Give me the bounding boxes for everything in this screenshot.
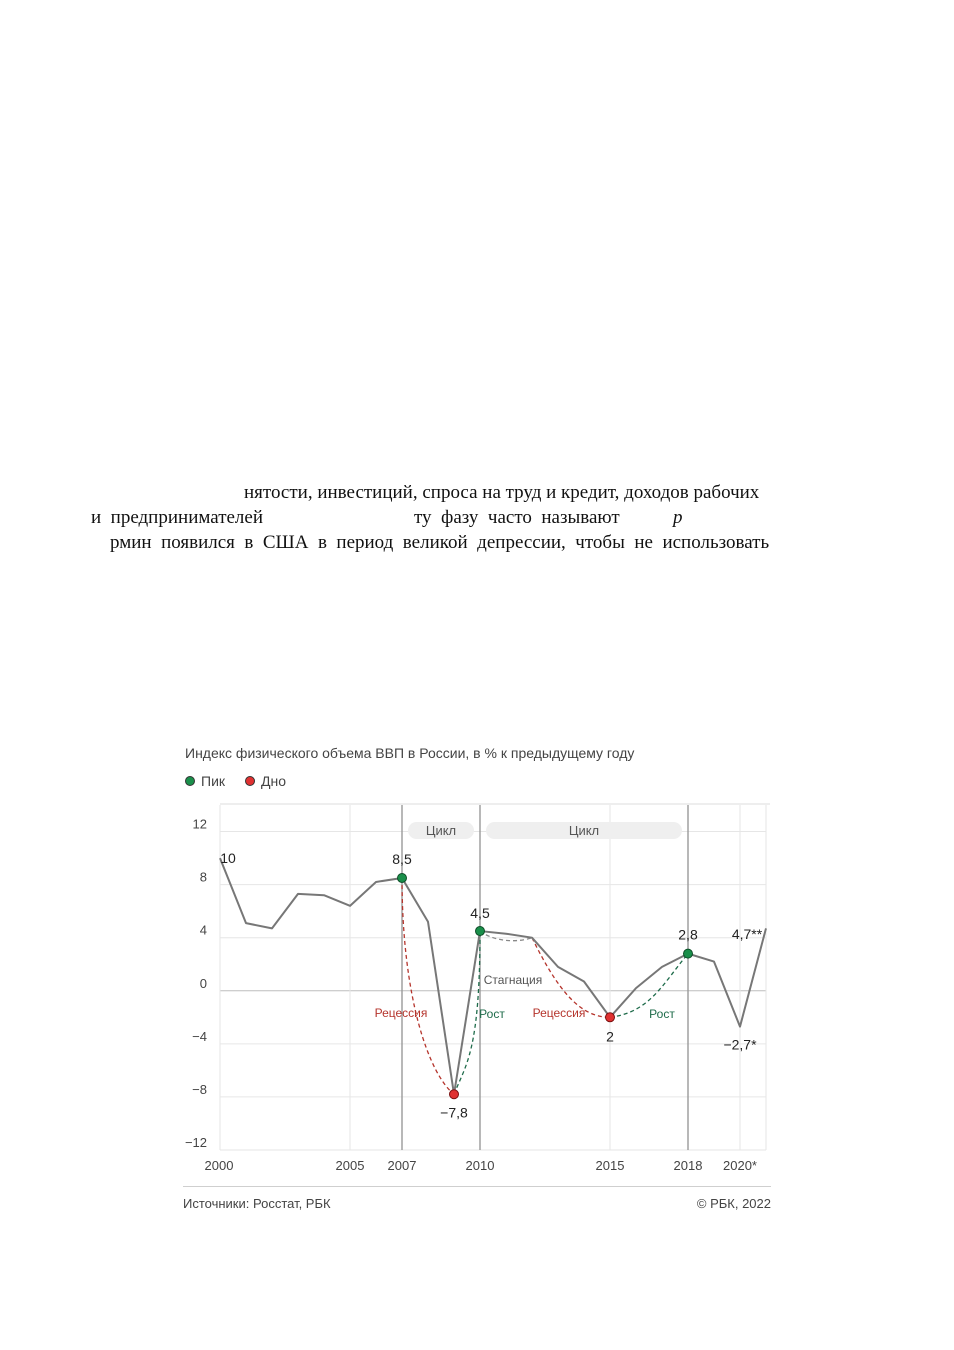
data-label: 10 <box>220 850 236 866</box>
x-tick-label: 2018 <box>673 1158 703 1173</box>
y-tick-label: −12 <box>184 1135 207 1150</box>
data-label: 4,5 <box>470 905 490 922</box>
chart-title: Индекс физического объема ВВП в России, в % к предыдущему году <box>185 745 635 761</box>
phase-label-recession: Рецессия <box>374 1006 428 1020</box>
paragraph-line-2b: ту фазу часто называют <box>414 507 620 528</box>
footer-divider <box>183 1186 771 1187</box>
data-label: −2,7* <box>723 1036 757 1053</box>
legend-trough-label: Дно <box>261 773 287 789</box>
chart-source: Источники: Росстат, РБК <box>183 1196 331 1211</box>
phase-label-growth: Рост <box>649 1007 675 1021</box>
y-tick-label: 8 <box>199 869 207 885</box>
cycle-label: Цикл <box>425 823 457 838</box>
paragraph-line-3: рмин появился в США в период великой депрессии, чтобы не использовать <box>110 532 770 553</box>
x-tick-label: 2015 <box>595 1158 625 1173</box>
x-tick-label: 2020* <box>723 1158 757 1173</box>
data-label: 2 <box>606 1028 614 1045</box>
peak-marker <box>684 949 693 958</box>
chart-copyright: © РБК, 2022 <box>696 1196 771 1211</box>
y-tick-label: 12 <box>192 816 207 832</box>
trough-marker <box>450 1090 459 1099</box>
data-label: −7,8 <box>440 1104 468 1121</box>
paragraph-line-1: нятости, инвестиций, спроса на труд и кредит, доходов рабочих <box>244 482 760 503</box>
y-tick-label: 4 <box>199 922 207 938</box>
x-tick-label: 2007 <box>387 1158 417 1173</box>
phase-label-growth: Рост <box>479 1007 505 1021</box>
recession-curve <box>402 878 454 1094</box>
peak-marker <box>476 927 485 936</box>
x-tick-label: 2000 <box>204 1158 234 1173</box>
x-tick-label: 2010 <box>465 1158 495 1173</box>
data-label: 2,8 <box>678 926 698 943</box>
x-tick-label: 2005 <box>335 1158 365 1173</box>
trough-marker <box>606 1013 615 1022</box>
y-tick-label: −4 <box>192 1028 207 1044</box>
phase-label-stagnation: Стагнация <box>483 973 543 987</box>
data-label: 4,7** <box>731 926 763 942</box>
paragraph-line-2c: р <box>673 507 683 528</box>
y-tick-label: −8 <box>192 1081 207 1097</box>
y-tick-label: 0 <box>199 975 207 991</box>
data-label: 8,5 <box>392 850 412 867</box>
legend-peak-label: Пик <box>201 773 226 789</box>
peak-marker <box>398 873 407 882</box>
paragraph-line-2a: и предпринимателей <box>91 507 264 528</box>
cycle-label: Цикл <box>568 823 600 838</box>
phase-label-recession: Рецессия <box>532 1006 586 1020</box>
